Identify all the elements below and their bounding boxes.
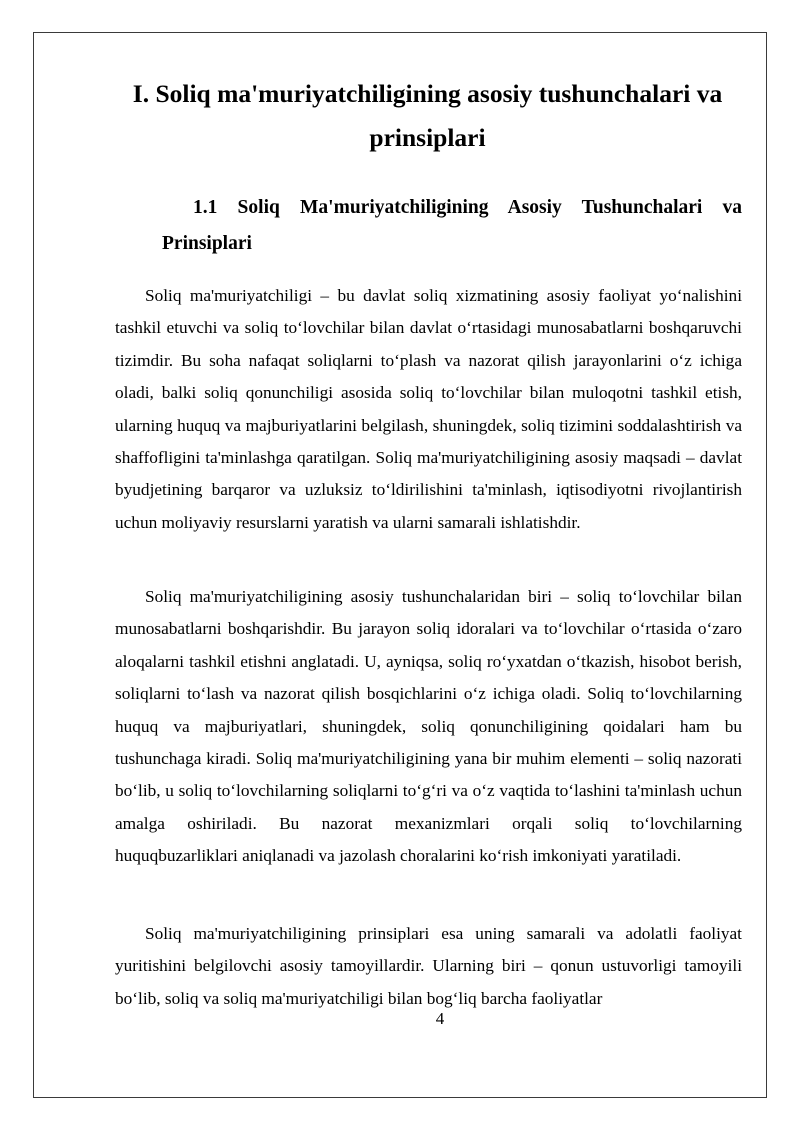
main-title: I. Soliq ma'muriyatchiligining asosiy tushunchalari va prinsiplari (132, 79, 723, 152)
section-title: 1.1 Soliq Ma'muriyatchiligining Asosiy Tushunchalari va Prinsiplari (162, 197, 742, 254)
body-paragraph: Soliq ma'muriyatchiligi – bu davlat soliq xizmatining asosiy faoliyat yo‘nalishini tashkil etuvchi va soliq to‘lovchilar bilan davlat o‘rtasidagi munosabatlarni boshqaruvchi tizimdir. Bu soha nafaqat soliqlarni to‘plash va nazorat qilish jarayonlarini o‘z ichiga oladi, balki soliq qonunchiligi asosida soliq to‘lovchilar bilan muloqotni tashkil etish, ularning huquq va majburiyatlarini belgilash, shuningdek, soliq tizimini soddalashtirish va shaffofligini ta'minlashga qaratilgan. Soliq ma'muriyatchiligining asosiy maqsadi – davlat byudjetining barqaror va uzluksiz to‘ldirilishini ta'minlash, iqtisodiyotni rivojlantirish uchun moliyaviy resurslarni yaratish va ularni samarali ishlatishdir. (115, 286, 742, 532)
body-paragraph: Soliq ma'muriyatchiligining prinsiplari esa uning samarali va adolatli faoliyat yuritishini belgilovchi asosiy tamoyillardir. Ularning biri – qonun ustuvorligi tamoyili bo‘lib, soliq va soliq ma'muriyatchiligi bilan bog‘liq barcha faoliyatlar (115, 924, 742, 1008)
page-number: 4 (435, 1009, 445, 1028)
body-paragraph: Soliq ma'muriyatchiligining asosiy tushunchalaridan biri – soliq to‘lovchilar bilan munosabatlarni boshqarishdir. Bu jarayon soliq idoralari va to‘lovchilar o‘rtasida o‘zaro aloqalarni tashkil etishni anglatadi. U, ayniqsa, soliq ro‘yxatdan o‘tkazish, hisobot berish, soliqlarni to‘lash va nazorat qilish bosqichlarini o‘z ichiga oladi. Soliq to‘lovchilarning huquq va majburiyatlari, shuningdek, soliq qonunchiligining qoidalari ham bu tushunchaga kiradi. Soliq ma'muriyatchiligining yana bir muhim elementi – soliq nazorati bo‘lib, u soliq to‘lovchilarning soliqlarni to‘g‘ri va o‘z vaqtida to‘lashini ta'minlash uchun amalga oshiriladi. Bu nazorat mexanizmlari orqali soliq to‘lovchilarning huquqbuzarliklari aniqlanadi va jazolash choralarini ko‘rish imkoniyati yaratiladi. (115, 587, 742, 866)
